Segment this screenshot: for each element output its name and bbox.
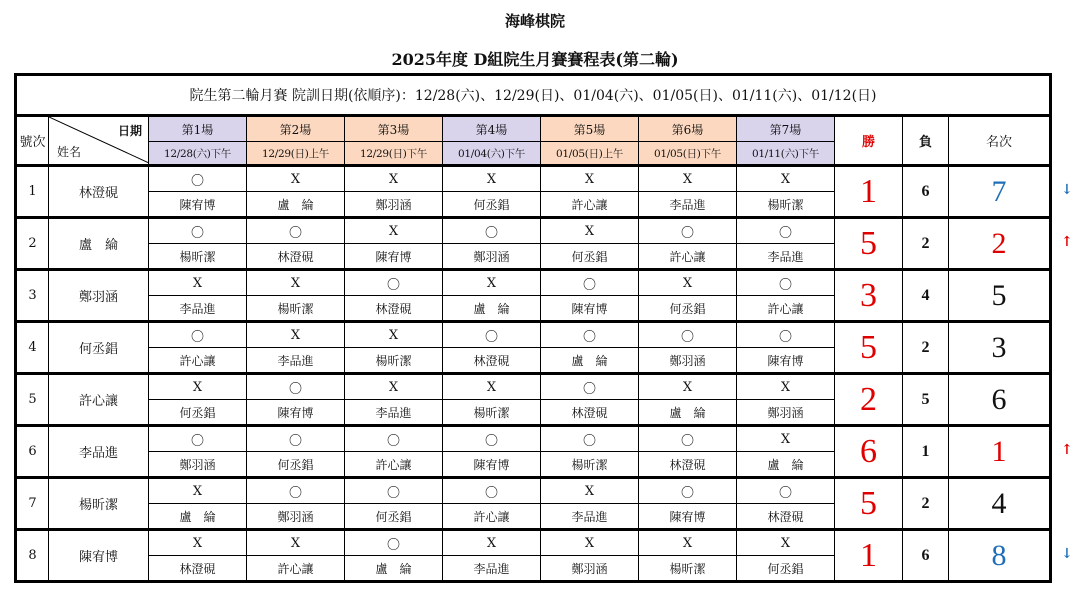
game-result: 〇	[737, 270, 835, 296]
game-4-label: 第4場	[443, 116, 541, 142]
game-result: 〇	[541, 322, 639, 348]
losses-count: 2	[903, 478, 949, 530]
game-opponent: 何丞錩	[149, 400, 247, 426]
game-1-label: 第1場	[149, 116, 247, 142]
rank-up-arrow-icon: ↑	[1061, 233, 1073, 250]
game-opponent: 何丞錩	[345, 504, 443, 530]
wins-count: 1	[835, 530, 903, 582]
game-opponent: 何丞錩	[247, 452, 345, 478]
game-result: X	[639, 374, 737, 400]
game-result: X	[443, 530, 541, 556]
game-result: X	[443, 166, 541, 192]
player-name: 盧 綸	[49, 218, 149, 270]
date-name-header	[49, 116, 149, 166]
game-opponent: 李品進	[345, 400, 443, 426]
player-row	[16, 270, 1051, 296]
game-result: 〇	[345, 426, 443, 452]
wins-count: 5	[835, 322, 903, 374]
game-3-date: 12/29(日)下午	[345, 142, 443, 166]
game-opponent: 李品進	[247, 348, 345, 374]
game-opponent: 陳宥博	[247, 400, 345, 426]
rank-value: 2	[949, 218, 1051, 270]
game-opponent: 陳宥博	[541, 296, 639, 322]
game-result: 〇	[345, 478, 443, 504]
date-header: 日期	[117, 124, 142, 138]
player-name: 何丞錩	[49, 322, 149, 374]
game-opponent: 許心讓	[639, 244, 737, 270]
game-opponent: 鄭羽涵	[247, 504, 345, 530]
game-opponent: 盧 綸	[639, 400, 737, 426]
game-result: X	[541, 166, 639, 192]
player-name: 楊昕潔	[49, 478, 149, 530]
game-result: 〇	[247, 374, 345, 400]
wins-count: 3	[835, 270, 903, 322]
game-opponent: 何丞錩	[639, 296, 737, 322]
player-no: 5	[16, 374, 49, 426]
game-result: X	[737, 426, 835, 452]
game-result: X	[149, 530, 247, 556]
game-6-label: 第6場	[639, 116, 737, 142]
game-opponent: 鄭羽涵	[541, 556, 639, 582]
player-no: 8	[16, 530, 49, 582]
player-row	[16, 374, 1051, 400]
game-opponent: 何丞錩	[737, 556, 835, 582]
player-row	[16, 322, 1051, 348]
game-result: 〇	[345, 530, 443, 556]
game-6-date: 01/05(日)下午	[639, 142, 737, 166]
game-opponent: 楊昕潔	[149, 244, 247, 270]
game-3-label: 第3場	[345, 116, 443, 142]
rank-value: 3	[949, 322, 1051, 374]
rank-value: 7	[949, 166, 1051, 218]
game-opponent: 許心讓	[247, 556, 345, 582]
game-5-label: 第5場	[541, 116, 639, 142]
game-opponent: 鄭羽涵	[737, 400, 835, 426]
game-opponent: 盧 綸	[737, 452, 835, 478]
player-row	[16, 166, 1051, 192]
rank-value: 1	[949, 426, 1051, 478]
player-no: 3	[16, 270, 49, 322]
game-opponent: 許心讓	[149, 348, 247, 374]
game-result: X	[541, 218, 639, 244]
game-opponent: 陳宥博	[443, 452, 541, 478]
game-result: 〇	[639, 426, 737, 452]
game-result: 〇	[149, 322, 247, 348]
game-result: 〇	[541, 426, 639, 452]
page-title: 海峰棋院	[504, 12, 565, 30]
losses-count: 4	[903, 270, 949, 322]
rank-value: 8	[949, 530, 1051, 582]
game-result: 〇	[737, 478, 835, 504]
rank-value: 5	[949, 270, 1051, 322]
schedule-table	[14, 73, 1052, 583]
game-result: X	[639, 530, 737, 556]
game-opponent: 林澄硯	[639, 452, 737, 478]
game-opponent: 楊昕潔	[541, 452, 639, 478]
game-result: X	[443, 374, 541, 400]
game-opponent: 林澄硯	[345, 296, 443, 322]
wins-count: 5	[835, 478, 903, 530]
game-opponent: 楊昕潔	[737, 192, 835, 218]
game-opponent: 陳宥博	[639, 504, 737, 530]
game-result: X	[737, 166, 835, 192]
game-2-date: 12/29(日)上午	[247, 142, 345, 166]
wins-count: 5	[835, 218, 903, 270]
game-result: 〇	[247, 218, 345, 244]
game-7-date: 01/11(六)下午	[737, 142, 835, 166]
game-result: 〇	[639, 218, 737, 244]
game-opponent: 鄭羽涵	[149, 452, 247, 478]
rank-up-arrow-icon: ↑	[1061, 441, 1073, 458]
game-opponent: 盧 綸	[247, 192, 345, 218]
game-opponent: 許心讓	[737, 296, 835, 322]
game-7-label: 第7場	[737, 116, 835, 142]
game-opponent: 林澄硯	[541, 400, 639, 426]
losses-count: 1	[903, 426, 949, 478]
player-row	[16, 426, 1051, 452]
game-result: X	[247, 530, 345, 556]
no-header: 號次	[16, 116, 49, 166]
game-opponent: 李品進	[737, 244, 835, 270]
game-result: 〇	[149, 166, 247, 192]
game-opponent: 許心讓	[443, 504, 541, 530]
game-result: X	[247, 166, 345, 192]
game-result: 〇	[443, 426, 541, 452]
game-result: 〇	[443, 478, 541, 504]
game-result: 〇	[541, 270, 639, 296]
game-5-date: 01/05(日)上午	[541, 142, 639, 166]
game-result: 〇	[443, 218, 541, 244]
player-no: 1	[16, 166, 49, 218]
game-result: 〇	[443, 322, 541, 348]
losses-count: 2	[903, 218, 949, 270]
game-result: 〇	[149, 218, 247, 244]
player-name: 陳宥博	[49, 530, 149, 582]
game-result: 〇	[737, 322, 835, 348]
schedule-notice: 院生第二輪月賽 院訓日期(依順序)：12/28(六)、12/29(日)、01/04(六)、01/05(日)、01/11(六)、01/12(日)	[16, 75, 1051, 116]
player-name: 李品進	[49, 426, 149, 478]
wins-count: 6	[835, 426, 903, 478]
game-result: 〇	[541, 374, 639, 400]
game-result: X	[345, 374, 443, 400]
game-opponent: 盧 綸	[345, 556, 443, 582]
game-opponent: 李品進	[639, 192, 737, 218]
losses-count: 5	[903, 374, 949, 426]
game-opponent: 陳宥博	[149, 192, 247, 218]
game-opponent: 何丞錩	[541, 244, 639, 270]
game-opponent: 陳宥博	[737, 348, 835, 374]
game-2-label: 第2場	[247, 116, 345, 142]
game-opponent: 李品進	[541, 504, 639, 530]
game-result: X	[247, 270, 345, 296]
game-result: X	[345, 322, 443, 348]
player-no: 7	[16, 478, 49, 530]
game-opponent: 林澄硯	[149, 556, 247, 582]
wins-count: 1	[835, 166, 903, 218]
game-result: X	[639, 270, 737, 296]
game-1-date: 12/28(六)下午	[149, 142, 247, 166]
player-row	[16, 530, 1051, 556]
player-no: 2	[16, 218, 49, 270]
player-name: 鄭羽涵	[49, 270, 149, 322]
game-result: 〇	[639, 322, 737, 348]
game-result: 〇	[345, 270, 443, 296]
game-opponent: 鄭羽涵	[639, 348, 737, 374]
game-opponent: 鄭羽涵	[345, 192, 443, 218]
game-result: X	[639, 166, 737, 192]
player-row	[16, 478, 1051, 504]
game-result: X	[149, 374, 247, 400]
game-result: X	[345, 166, 443, 192]
game-result: 〇	[737, 218, 835, 244]
game-result: X	[149, 270, 247, 296]
game-opponent: 何丞錩	[443, 192, 541, 218]
game-result: 〇	[639, 478, 737, 504]
game-opponent: 許心讓	[541, 192, 639, 218]
game-result: X	[541, 478, 639, 504]
game-result: X	[737, 374, 835, 400]
game-opponent: 李品進	[443, 556, 541, 582]
rank-value: 6	[949, 374, 1051, 426]
game-opponent: 林澄硯	[247, 244, 345, 270]
game-opponent: 楊昕潔	[345, 348, 443, 374]
game-result: X	[541, 530, 639, 556]
game-result: X	[345, 218, 443, 244]
page-subtitle: 2025年度 D組院生月賽賽程表(第二輪)	[391, 50, 679, 69]
player-row	[16, 218, 1051, 244]
game-opponent: 陳宥博	[345, 244, 443, 270]
game-result: X	[737, 530, 835, 556]
player-name: 林澄硯	[49, 166, 149, 218]
player-name: 許心讓	[49, 374, 149, 426]
game-result: X	[149, 478, 247, 504]
losses-count: 6	[903, 166, 949, 218]
game-opponent: 林澄硯	[737, 504, 835, 530]
game-result: X	[247, 322, 345, 348]
game-opponent: 楊昕潔	[247, 296, 345, 322]
player-no: 6	[16, 426, 49, 478]
losses-count: 6	[903, 530, 949, 582]
game-opponent: 許心讓	[345, 452, 443, 478]
game-result: X	[443, 270, 541, 296]
game-result: 〇	[247, 478, 345, 504]
game-opponent: 盧 綸	[443, 296, 541, 322]
game-opponent: 楊昕潔	[639, 556, 737, 582]
game-result: 〇	[247, 426, 345, 452]
rank-header: 名次	[949, 116, 1051, 166]
wins-header: 勝	[835, 116, 903, 166]
game-opponent: 鄭羽涵	[443, 244, 541, 270]
game-opponent: 盧 綸	[149, 504, 247, 530]
game-opponent: 李品進	[149, 296, 247, 322]
rank-down-arrow-icon: ↓	[1061, 545, 1073, 562]
name-header: 姓名	[57, 145, 82, 159]
losses-count: 2	[903, 322, 949, 374]
losses-header: 負	[903, 116, 949, 166]
player-no: 4	[16, 322, 49, 374]
game-result: 〇	[149, 426, 247, 452]
game-opponent: 盧 綸	[541, 348, 639, 374]
game-opponent: 林澄硯	[443, 348, 541, 374]
wins-count: 2	[835, 374, 903, 426]
game-4-date: 01/04(六)下午	[443, 142, 541, 166]
rank-value: 4	[949, 478, 1051, 530]
game-opponent: 楊昕潔	[443, 400, 541, 426]
rank-down-arrow-icon: ↓	[1061, 181, 1073, 198]
